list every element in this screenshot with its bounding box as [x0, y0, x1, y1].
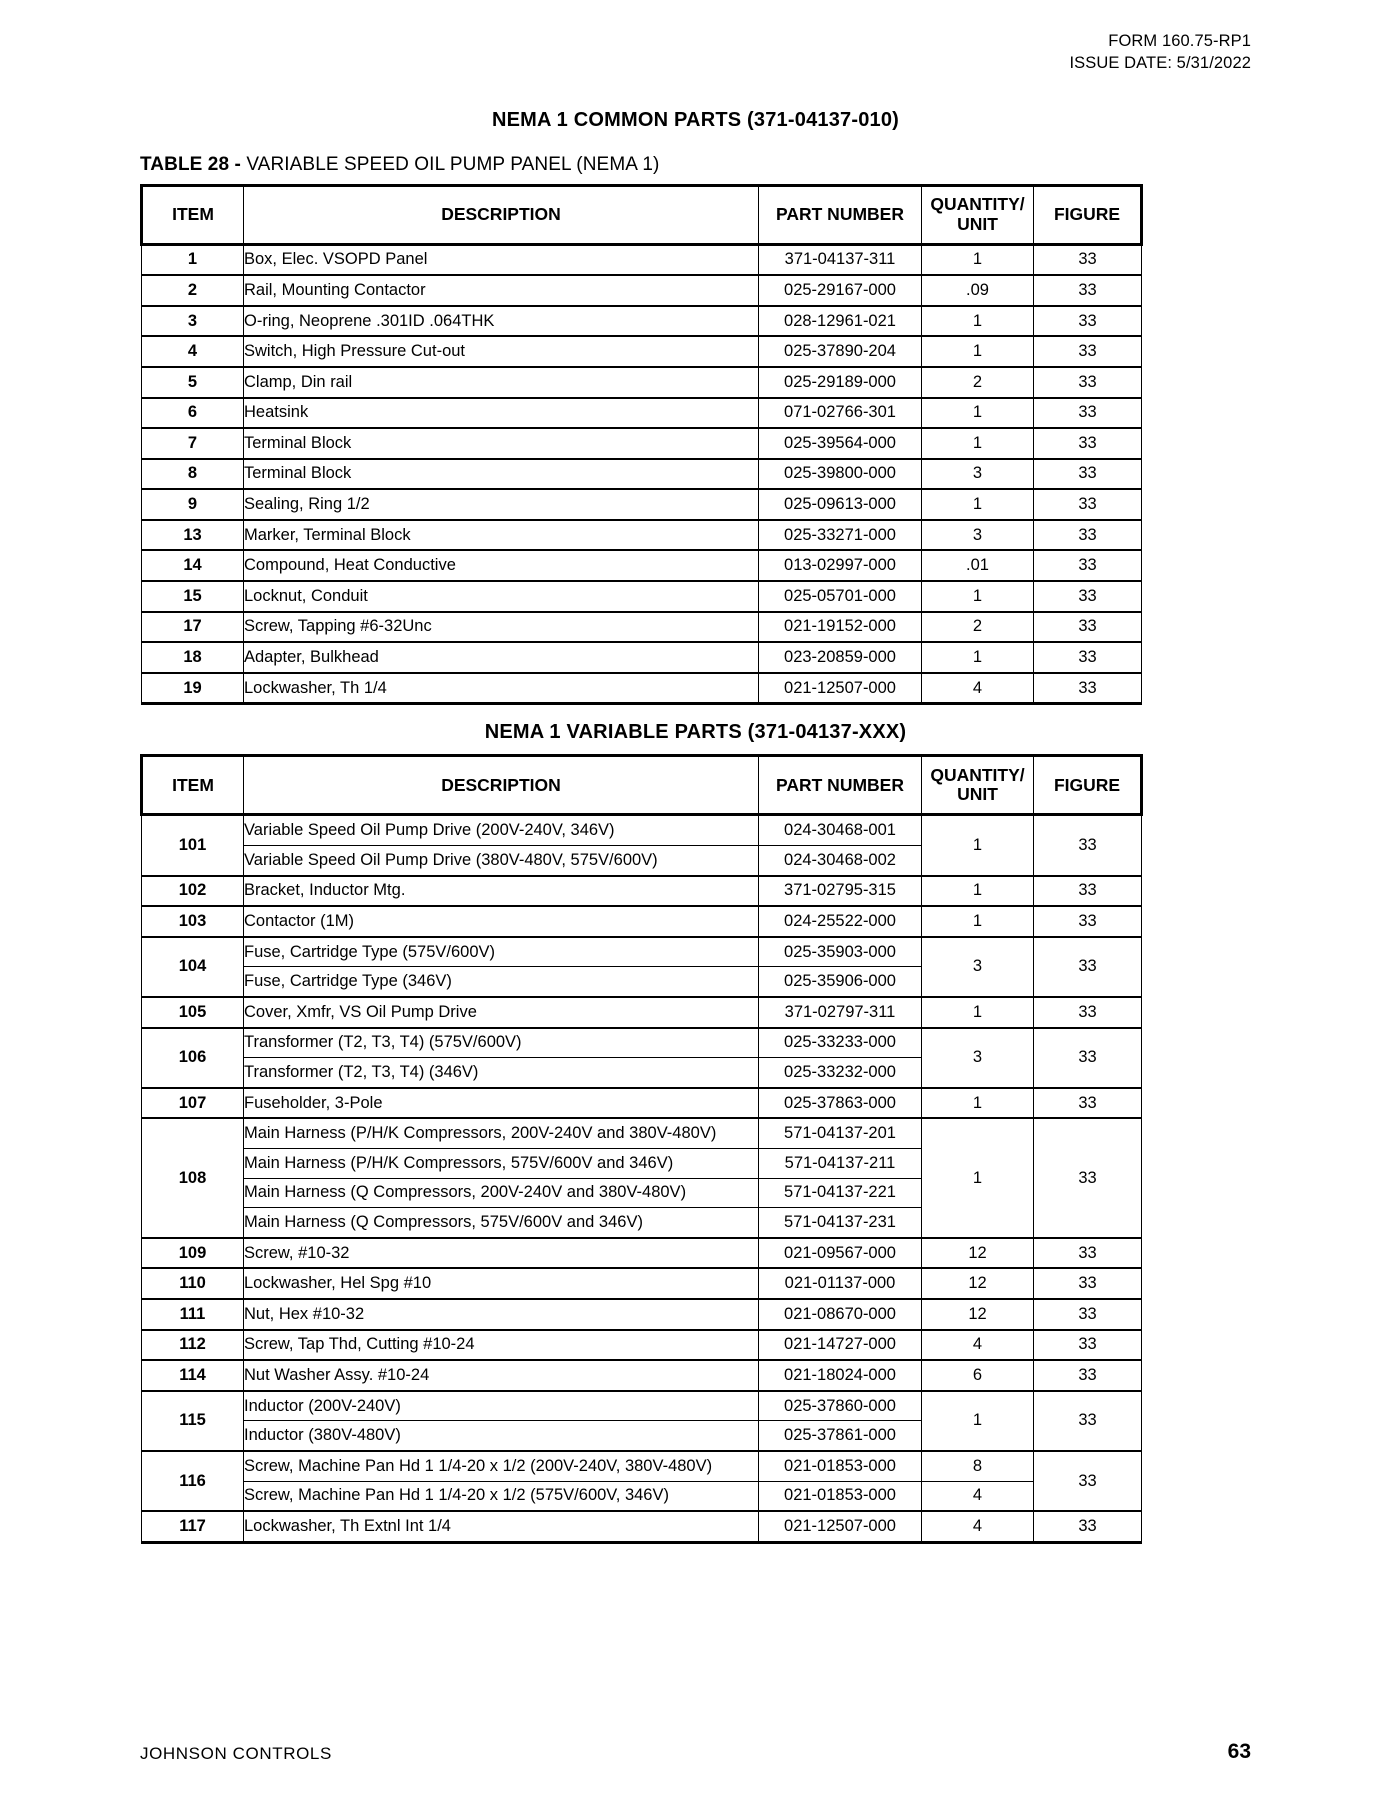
table-row [142, 581, 1142, 612]
issue-date: ISSUE DATE: 5/31/2022 [1069, 54, 1251, 73]
cell-figure: 33 [1034, 1511, 1142, 1542]
column-header-description: DESCRIPTION [244, 185, 759, 244]
cell-description: Lockwasher, Th Extnl Int 1/4 [244, 1511, 759, 1542]
cell-quantity: 3 [922, 1028, 1034, 1088]
cell-item: 103 [142, 906, 244, 937]
cell-part-number: 025-09613-000 [759, 489, 922, 520]
column-header-description: DESCRIPTION [244, 756, 759, 815]
cell-description: Marker, Terminal Block [244, 520, 759, 551]
cell-description: Bracket, Inductor Mtg. [244, 876, 759, 907]
cell-part-number: 571-04137-201 [759, 1118, 922, 1148]
cell-figure: 33 [1034, 1299, 1142, 1330]
cell-part-number: 025-35906-000 [759, 967, 922, 997]
cell-part-number: 371-02795-315 [759, 876, 922, 907]
cell-item: 117 [142, 1511, 244, 1542]
cell-part-number: 021-19152-000 [759, 612, 922, 643]
cell-quantity: 1 [922, 398, 1034, 429]
cell-part-number: 571-04137-231 [759, 1208, 922, 1238]
cell-item: 108 [142, 1118, 244, 1237]
cell-description: Contactor (1M) [244, 906, 759, 937]
variable-parts-body [142, 815, 1142, 1542]
cell-figure: 33 [1034, 906, 1142, 937]
cell-description: Switch, High Pressure Cut-out [244, 336, 759, 367]
cell-part-number: 021-01853-000 [759, 1481, 922, 1511]
cell-part-number: 021-01137-000 [759, 1268, 922, 1299]
cell-figure: 33 [1034, 1451, 1142, 1511]
cell-quantity: 1 [922, 428, 1034, 459]
cell-quantity: 4 [922, 1481, 1034, 1511]
cell-figure: 33 [1034, 612, 1142, 643]
cell-part-number: 024-25522-000 [759, 906, 922, 937]
cell-item: 5 [142, 367, 244, 398]
cell-quantity: 1 [922, 306, 1034, 337]
cell-part-number: 025-37863-000 [759, 1088, 922, 1119]
cell-description: Variable Speed Oil Pump Drive (200V-240V, 346V) [244, 815, 759, 846]
cell-quantity: 2 [922, 367, 1034, 398]
cell-part-number: 571-04137-221 [759, 1178, 922, 1208]
cell-part-number: 021-14727-000 [759, 1330, 922, 1361]
cell-item: 110 [142, 1268, 244, 1299]
cell-figure: 33 [1034, 459, 1142, 490]
table-caption-label: TABLE 28 - [140, 153, 241, 175]
common-parts-body [142, 244, 1142, 704]
cell-figure: 33 [1034, 336, 1142, 367]
column-header-quantity-unit [922, 756, 1034, 815]
table-row [142, 489, 1142, 520]
table-row [142, 1360, 1142, 1391]
table-row [142, 1391, 1142, 1421]
variable-parts-table [140, 754, 1143, 1543]
cell-part-number: 025-29189-000 [759, 367, 922, 398]
cell-quantity: 1 [922, 876, 1034, 907]
document-header [140, 0, 1251, 75]
cell-item: 2 [142, 275, 244, 306]
table-row [142, 1238, 1142, 1269]
cell-item: 101 [142, 815, 244, 876]
cell-quantity: 8 [922, 1451, 1034, 1481]
cell-quantity: .09 [922, 275, 1034, 306]
table-row [142, 1481, 1142, 1511]
cell-description: Inductor (200V-240V) [244, 1391, 759, 1421]
table-row [142, 937, 1142, 967]
cell-quantity: 1 [922, 489, 1034, 520]
table-header-row [142, 756, 1142, 815]
cell-part-number: 571-04137-211 [759, 1148, 922, 1178]
cell-item: 15 [142, 581, 244, 612]
cell-figure: 33 [1034, 1360, 1142, 1391]
table-row [142, 367, 1142, 398]
cell-description: Screw, Machine Pan Hd 1 1/4-20 x 1/2 (200V-240V, 380V-480V) [244, 1451, 759, 1481]
table-row [142, 244, 1142, 275]
cell-quantity: 6 [922, 1360, 1034, 1391]
cell-item: 1 [142, 244, 244, 275]
cell-quantity: 3 [922, 937, 1034, 997]
table-row [142, 612, 1142, 643]
column-header-unit: UNIT [957, 784, 998, 805]
column-header-item: ITEM [142, 756, 244, 815]
table-row [142, 1268, 1142, 1299]
cell-description: Lockwasher, Hel Spg #10 [244, 1268, 759, 1299]
cell-quantity: 12 [922, 1238, 1034, 1269]
cell-part-number: 025-37860-000 [759, 1391, 922, 1421]
cell-item: 6 [142, 398, 244, 429]
table-caption-text: VARIABLE SPEED OIL PUMP PANEL (NEMA 1) [240, 153, 660, 175]
common-parts-table [140, 184, 1143, 706]
cell-item: 114 [142, 1360, 244, 1391]
cell-quantity: 4 [922, 1330, 1034, 1361]
cell-quantity: 1 [922, 642, 1034, 673]
cell-quantity: 4 [922, 1511, 1034, 1542]
cell-part-number: 021-01853-000 [759, 1451, 922, 1481]
column-header-quantity-unit [922, 185, 1034, 244]
cell-quantity: .01 [922, 550, 1034, 581]
cell-item: 18 [142, 642, 244, 673]
table-row [142, 1330, 1142, 1361]
table-row [142, 459, 1142, 490]
table-row [142, 876, 1142, 907]
table-row [142, 275, 1142, 306]
cell-item: 111 [142, 1299, 244, 1330]
form-number: FORM 160.75-RP1 [1108, 32, 1251, 50]
cell-figure: 33 [1034, 815, 1142, 876]
cell-description: Main Harness (P/H/K Compressors, 200V-240V and 380V-480V) [244, 1118, 759, 1148]
table-row [142, 550, 1142, 581]
cell-quantity: 1 [922, 1088, 1034, 1119]
cell-item: 109 [142, 1238, 244, 1269]
cell-item: 19 [142, 673, 244, 704]
table-row [142, 1299, 1142, 1330]
cell-description: Main Harness (Q Compressors, 575V/600V and 346V) [244, 1208, 759, 1238]
cell-description: Sealing, Ring 1/2 [244, 489, 759, 520]
table-row [142, 520, 1142, 551]
cell-figure: 33 [1034, 673, 1142, 704]
cell-quantity: 2 [922, 612, 1034, 643]
cell-description: Locknut, Conduit [244, 581, 759, 612]
table-row [142, 673, 1142, 704]
cell-description: Main Harness (Q Compressors, 200V-240V and 380V-480V) [244, 1178, 759, 1208]
column-header-part-number: PART NUMBER [759, 185, 922, 244]
cell-item: 7 [142, 428, 244, 459]
cell-part-number: 025-39800-000 [759, 459, 922, 490]
cell-item: 115 [142, 1391, 244, 1451]
cell-item: 17 [142, 612, 244, 643]
cell-figure: 33 [1034, 1088, 1142, 1119]
cell-part-number: 025-33271-000 [759, 520, 922, 551]
cell-quantity: 1 [922, 1118, 1034, 1237]
cell-description: Compound, Heat Conductive [244, 550, 759, 581]
cell-item: 4 [142, 336, 244, 367]
cell-part-number: 024-30468-002 [759, 846, 922, 876]
cell-figure: 33 [1034, 581, 1142, 612]
cell-figure: 33 [1034, 520, 1142, 551]
cell-description: Nut, Hex #10-32 [244, 1299, 759, 1330]
cell-item: 116 [142, 1451, 244, 1511]
table-row [142, 306, 1142, 337]
table-row [142, 336, 1142, 367]
cell-part-number: 021-12507-000 [759, 673, 922, 704]
cell-part-number: 025-05701-000 [759, 581, 922, 612]
cell-figure: 33 [1034, 1391, 1142, 1451]
cell-quantity: 1 [922, 1391, 1034, 1451]
cell-figure: 33 [1034, 937, 1142, 997]
table-header-row [142, 185, 1142, 244]
column-header-quantity: QUANTITY/ [930, 193, 1025, 214]
cell-item: 9 [142, 489, 244, 520]
table-caption [140, 154, 1251, 176]
cell-figure: 33 [1034, 1028, 1142, 1088]
cell-item: 8 [142, 459, 244, 490]
cell-quantity: 3 [922, 459, 1034, 490]
cell-part-number: 025-33233-000 [759, 1028, 922, 1058]
cell-quantity: 3 [922, 520, 1034, 551]
table-row [142, 906, 1142, 937]
cell-description: O-ring, Neoprene .301ID .064THK [244, 306, 759, 337]
cell-figure: 33 [1034, 489, 1142, 520]
cell-quantity: 4 [922, 673, 1034, 704]
cell-part-number: 021-09567-000 [759, 1238, 922, 1269]
cell-quantity: 1 [922, 997, 1034, 1028]
cell-description: Fuse, Cartridge Type (346V) [244, 967, 759, 997]
cell-item: 102 [142, 876, 244, 907]
variable-parts-title: NEMA 1 VARIABLE PARTS (371-04137-XXX) [484, 721, 907, 744]
cell-description: Terminal Block [244, 459, 759, 490]
document-footer [140, 1740, 1251, 1764]
column-header-quantity: QUANTITY/ [930, 764, 1025, 785]
cell-description: Cover, Xmfr, VS Oil Pump Drive [244, 997, 759, 1028]
cell-description: Adapter, Bulkhead [244, 642, 759, 673]
cell-description: Transformer (T2, T3, T4) (575V/600V) [244, 1028, 759, 1058]
cell-description: Rail, Mounting Contactor [244, 275, 759, 306]
table-row [142, 1028, 1142, 1058]
cell-quantity: 1 [922, 906, 1034, 937]
cell-description: Nut Washer Assy. #10-24 [244, 1360, 759, 1391]
table-row [142, 815, 1142, 846]
cell-quantity: 1 [922, 581, 1034, 612]
cell-item: 104 [142, 937, 244, 997]
cell-item: 3 [142, 306, 244, 337]
column-header-unit: UNIT [957, 213, 998, 234]
cell-description: Fuse, Cartridge Type (575V/600V) [244, 937, 759, 967]
footer-page-number: 63 [1227, 1740, 1251, 1763]
cell-figure: 33 [1034, 428, 1142, 459]
cell-description: Lockwasher, Th 1/4 [244, 673, 759, 704]
table-row [142, 642, 1142, 673]
cell-item: 106 [142, 1028, 244, 1088]
column-header-figure: FIGURE [1034, 185, 1142, 244]
cell-figure: 33 [1034, 1118, 1142, 1237]
cell-item: 13 [142, 520, 244, 551]
cell-figure: 33 [1034, 1238, 1142, 1269]
cell-item: 14 [142, 550, 244, 581]
cell-quantity: 12 [922, 1299, 1034, 1330]
cell-figure: 33 [1034, 367, 1142, 398]
cell-figure: 33 [1034, 306, 1142, 337]
cell-part-number: 071-02766-301 [759, 398, 922, 429]
column-header-item: ITEM [142, 185, 244, 244]
table-row [142, 1511, 1142, 1542]
cell-part-number: 025-33232-000 [759, 1058, 922, 1088]
cell-quantity: 1 [922, 336, 1034, 367]
column-header-figure: FIGURE [1034, 756, 1142, 815]
cell-part-number: 371-04137-311 [759, 244, 922, 275]
cell-part-number: 013-02997-000 [759, 550, 922, 581]
cell-description: Screw, #10-32 [244, 1238, 759, 1269]
cell-part-number: 028-12961-021 [759, 306, 922, 337]
cell-part-number: 025-37890-204 [759, 336, 922, 367]
cell-description: Box, Elec. VSOPD Panel [244, 244, 759, 275]
cell-figure: 33 [1034, 997, 1142, 1028]
cell-item: 105 [142, 997, 244, 1028]
cell-figure: 33 [1034, 398, 1142, 429]
cell-quantity: 12 [922, 1268, 1034, 1299]
cell-description: Main Harness (P/H/K Compressors, 575V/600V and 346V) [244, 1148, 759, 1178]
cell-part-number: 025-29167-000 [759, 275, 922, 306]
cell-part-number: 025-35903-000 [759, 937, 922, 967]
cell-description: Terminal Block [244, 428, 759, 459]
cell-item: 112 [142, 1330, 244, 1361]
cell-part-number: 371-02797-311 [759, 997, 922, 1028]
cell-figure: 33 [1034, 1330, 1142, 1361]
cell-description: Fuseholder, 3-Pole [244, 1088, 759, 1119]
cell-description: Screw, Tap Thd, Cutting #10-24 [244, 1330, 759, 1361]
cell-figure: 33 [1034, 275, 1142, 306]
table-row [142, 1088, 1142, 1119]
cell-part-number: 025-39564-000 [759, 428, 922, 459]
cell-part-number: 021-18024-000 [759, 1360, 922, 1391]
cell-figure: 33 [1034, 1268, 1142, 1299]
cell-figure: 33 [1034, 550, 1142, 581]
cell-part-number: 021-08670-000 [759, 1299, 922, 1330]
cell-description: Inductor (380V-480V) [244, 1421, 759, 1451]
table-row [142, 398, 1142, 429]
cell-description: Heatsink [244, 398, 759, 429]
cell-description: Transformer (T2, T3, T4) (346V) [244, 1058, 759, 1088]
cell-part-number: 025-37861-000 [759, 1421, 922, 1451]
cell-description: Variable Speed Oil Pump Drive (380V-480V, 575V/600V) [244, 846, 759, 876]
cell-figure: 33 [1034, 876, 1142, 907]
cell-figure: 33 [1034, 642, 1142, 673]
cell-description: Clamp, Din rail [244, 367, 759, 398]
table-row [142, 997, 1142, 1028]
cell-description: Screw, Machine Pan Hd 1 1/4-20 x 1/2 (575V/600V, 346V) [244, 1481, 759, 1511]
cell-item: 107 [142, 1088, 244, 1119]
table-row [142, 1118, 1142, 1148]
table-row [142, 428, 1142, 459]
common-parts-title: NEMA 1 COMMON PARTS (371-04137-010) [491, 108, 900, 131]
table-row [142, 1451, 1142, 1481]
cell-part-number: 023-20859-000 [759, 642, 922, 673]
column-header-part-number: PART NUMBER [759, 756, 922, 815]
cell-part-number: 024-30468-001 [759, 815, 922, 846]
cell-figure: 33 [1034, 244, 1142, 275]
cell-part-number: 021-12507-000 [759, 1511, 922, 1542]
cell-description: Screw, Tapping #6-32Unc [244, 612, 759, 643]
cell-quantity: 1 [922, 815, 1034, 876]
cell-quantity: 1 [922, 244, 1034, 275]
footer-company: JOHNSON CONTROLS [140, 1744, 332, 1763]
